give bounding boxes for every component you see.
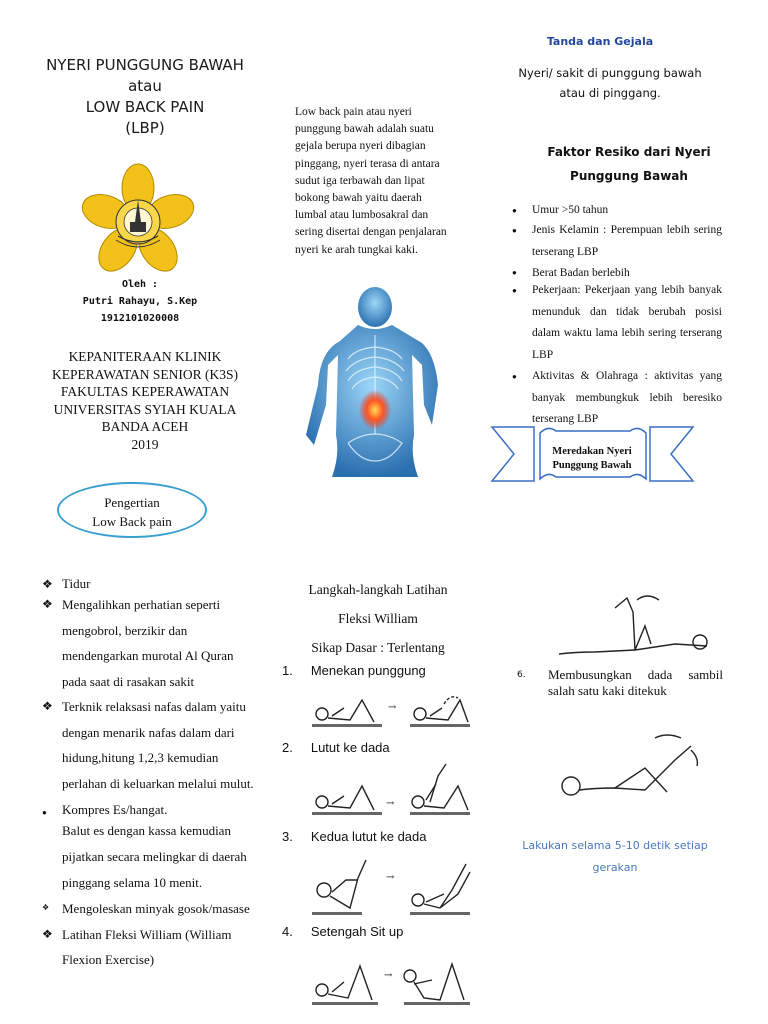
institution-block <box>20 348 270 453</box>
step6-number: 6. <box>517 670 526 680</box>
institution-line: KEPERAWATAN SENIOR (K3S) <box>51 366 239 382</box>
cover-title-line-1: NYERI PUNGGUNG BAWAH <box>46 56 244 74</box>
step6-text: Membusungkan dada sambil salah satu kaki ditekuk <box>548 667 723 698</box>
meredakan-banner <box>490 423 695 485</box>
pengertian-line-1: Pengertian <box>104 495 160 510</box>
tip-item: ● Kompres Es/hangat. <box>42 802 168 817</box>
faktor-heading <box>520 140 738 188</box>
duration-note <box>505 835 725 879</box>
exercise-figure-4 <box>310 946 475 1010</box>
tip-item: ❖ Latihan Fleksi William (William Flexion Exercise) <box>42 926 232 967</box>
tip-item: ❖ Tidur <box>42 576 91 591</box>
banner-text <box>534 445 650 473</box>
cover-title-line-4: (LBP) <box>125 119 165 137</box>
exercise-heading-line-1: Langkah-langkah Latihan <box>308 582 448 597</box>
university-logo <box>78 160 198 275</box>
tanda-heading: Tanda dan Gejala <box>546 35 654 48</box>
author-name: Putri Rahayu, S.Kep <box>82 296 198 307</box>
tip-item: ❖ Terknik relaksasi nafas dalam yaitu dengan menarik nafas dalam dari hidung,hitung 1,2,3 kemudian perlahan di keluarkan melalui mulut. <box>42 699 254 791</box>
duration-note-line-2: gerakan <box>592 861 638 874</box>
cover-title <box>20 55 270 139</box>
cover-title-line-3: LOW BACK PAIN <box>85 98 205 116</box>
tanda-text <box>500 63 720 103</box>
exercise-step-4: 4. Setengah Sit up <box>282 924 404 939</box>
relief-tips <box>42 576 257 973</box>
exercise-heading <box>278 575 478 662</box>
pengertian-oval <box>57 482 207 538</box>
tanda-text-line-2: atau di pinggang. <box>559 86 661 100</box>
tanda-text-line-1: Nyeri/ sakit di punggung bawah <box>518 66 702 80</box>
institution-line: FAKULTAS KEPERAWATAN <box>60 384 230 399</box>
exercise-figure-1 <box>310 686 470 730</box>
exercise-heading-line-2: Fleksi William <box>338 611 418 626</box>
institution-year: 2019 <box>131 436 159 452</box>
author-label: Oleh : <box>121 279 159 290</box>
exercise-sikap: Sikap Dasar : Terlentang <box>311 640 445 655</box>
cover-title-line-2: atau <box>128 77 162 95</box>
institution-line: KEPANITERAAN KLINIK <box>68 349 222 364</box>
svg-text:→: → <box>386 798 395 809</box>
exercise-figure-5 <box>555 592 715 664</box>
exercise-figure-6 <box>555 730 715 814</box>
faktor-item: ● Umur >50 tahun <box>510 201 722 220</box>
institution-line: BANDA ACEH <box>101 419 189 434</box>
faktor-item: ● Aktivitas & Olahraga : aktivitas yang banyak membungkuk lebih beresiko terserang LBP <box>510 366 722 431</box>
svg-text:→: → <box>384 970 393 981</box>
exercise-step-1: 1. Menekan punggung <box>282 663 426 678</box>
banner-line-2: Punggung Bawah <box>552 460 632 471</box>
faktor-item: ● Pekerjaan: Pekerjaan yang lebih banyak menunduk dan tidak berubah posisi dalam waktu lama lebih sering terserang LBP <box>510 280 722 366</box>
tip-item: ❖ Mengalihkan perhatian seperti mengobrol, berzikir dan mendengarkan murotal Al Quran pada saat di rasakan sakit <box>42 597 234 689</box>
author-id: 1912101020008 <box>100 313 180 324</box>
tip-item: Balut es dengan kassa kemudian pijatkan secara melingkar di daerah pinggang selama 10 menit. <box>62 823 247 890</box>
duration-note-line-1: Lakukan selama 5-10 detik setiap <box>522 839 708 852</box>
exercise-figure-3 <box>310 850 475 920</box>
intro-text: Low back pain atau nyeri punggung bawah adalah suatu gejala berupa nyeri dibagian pinggang, nyeri terasa di antara sudut iga terbawah dan lipat bokong bawah yaitu daerah lumbal atau lumbosakral dan sering disertai dengan penjalaran nyeri ke arah tungkai kaki. <box>295 106 447 256</box>
svg-text:→: → <box>388 702 397 713</box>
pengertian-line-2: Low Back pain <box>92 514 172 529</box>
exercise-step-3: 3. Kedua lutut ke dada <box>282 829 427 844</box>
faktor-item: ● Jenis Kelamin : Perempuan lebih sering terserang LBP <box>510 220 722 263</box>
exercise-figure-2 <box>310 756 470 820</box>
faktor-list <box>510 201 722 431</box>
faktor-heading-line-2: Punggung Bawah <box>570 169 688 183</box>
faktor-item: ● Berat Badan berlebih <box>510 266 722 280</box>
institution-line: UNIVERSITAS SYIAH KUALA <box>53 401 237 417</box>
svg-text:→: → <box>386 872 395 883</box>
banner-line-1: Meredakan Nyeri <box>552 446 632 457</box>
faktor-heading-line-1: Faktor Resiko dari Nyeri <box>547 145 711 159</box>
exercise-step-2: 2. Lutut ke dada <box>282 740 390 755</box>
back-pain-illustration <box>300 285 450 477</box>
author-block <box>40 276 240 327</box>
tip-item: ❖ Mengoleskan minyak gosok/masase <box>42 901 250 916</box>
